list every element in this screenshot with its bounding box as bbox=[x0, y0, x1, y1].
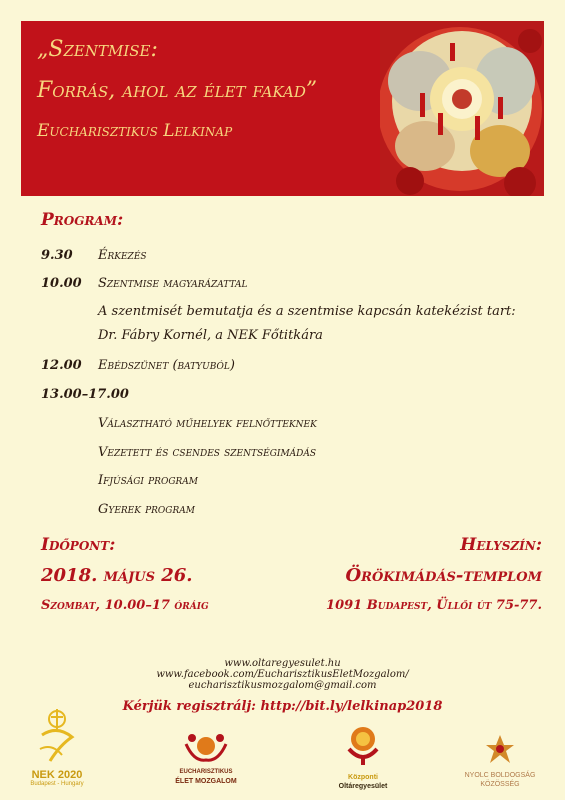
nek2020-title: NEK 2020 bbox=[31, 769, 83, 781]
nek2020-logo bbox=[22, 705, 92, 789]
program-text: Érkezés bbox=[98, 248, 147, 263]
program-text: Ifjúsági program bbox=[98, 473, 199, 488]
event-subtitle: Eucharisztikus Lelkinap bbox=[37, 121, 233, 141]
program-text: Gyerek program bbox=[98, 502, 195, 517]
eucharist-artwork-image bbox=[380, 21, 544, 196]
program-time: 13.00–17.00 bbox=[41, 387, 129, 402]
nyolc-line2: KÖZÖSSÉG bbox=[480, 781, 520, 788]
nek2020-emblem-icon bbox=[32, 705, 82, 767]
event-location: Örökimádás-templom bbox=[345, 565, 542, 586]
registration-link[interactable]: Kérjük regisztrálj: http://bit.ly/lelkinap2018 bbox=[122, 699, 443, 714]
program-time: 12.00 bbox=[41, 358, 82, 373]
program-text: Vezetett és csendes szentségimádás bbox=[98, 445, 317, 460]
location-heading: Helyszín: bbox=[460, 535, 542, 555]
program-heading: Program: bbox=[41, 210, 124, 230]
nyolc-boldogsag-logo bbox=[455, 733, 545, 789]
eem-emblem-icon bbox=[184, 728, 228, 764]
ko-line2: Oltáregyesület bbox=[338, 783, 388, 790]
program-text: Dr. Fábry Kornél, a NEK Főtitkára bbox=[98, 328, 323, 343]
eem-line1: EUCHARISZTIKUS bbox=[179, 769, 233, 775]
nyolc-boldogsag-emblem-icon bbox=[478, 733, 522, 767]
nyolc-line1: NYOLC BOLDOGSÁG bbox=[464, 772, 536, 779]
header-banner bbox=[21, 21, 544, 196]
program-text: Ebédszünet (batyuból) bbox=[98, 358, 235, 373]
ko-line1: Központi bbox=[348, 774, 378, 781]
event-time-detail: Szombat, 10.00–17 óráig bbox=[41, 598, 209, 613]
eem-line2: ÉLET MOZGALOM bbox=[175, 778, 237, 785]
chalice-icon bbox=[343, 725, 383, 769]
eucharisztikus-elet-mozgalom-logo bbox=[170, 728, 242, 786]
program-text: Választható műhelyek felnőtteknek bbox=[98, 416, 317, 431]
program-time: 9.30 bbox=[41, 248, 73, 263]
program-text: Szentmise magyarázattal bbox=[98, 276, 248, 291]
program-text: A szentmisét bemutatja és a szentmise kapcsán katekézist tart: bbox=[98, 304, 516, 319]
email-link[interactable]: eucharisztikusmozgalom@gmail.com bbox=[188, 680, 377, 691]
nek2020-subtitle: Budapest - Hungary bbox=[30, 781, 84, 787]
website-link[interactable]: www.oltaregyesulet.hu bbox=[224, 658, 341, 669]
kozponti-oltaregyesulet-logo bbox=[325, 725, 401, 791]
event-date: 2018. május 26. bbox=[41, 565, 193, 586]
event-title-line1: „Szentmise: bbox=[37, 37, 158, 62]
program-time: 10.00 bbox=[41, 276, 82, 291]
event-title-line2: Forrás, ahol az élet fakad” bbox=[37, 78, 318, 103]
date-heading: Időpont: bbox=[41, 535, 116, 555]
event-address: 1091 Budapest, Üllői út 75-77. bbox=[326, 598, 542, 613]
facebook-link[interactable]: www.facebook.com/EucharisztikusEletMozgalom/ bbox=[156, 669, 409, 680]
